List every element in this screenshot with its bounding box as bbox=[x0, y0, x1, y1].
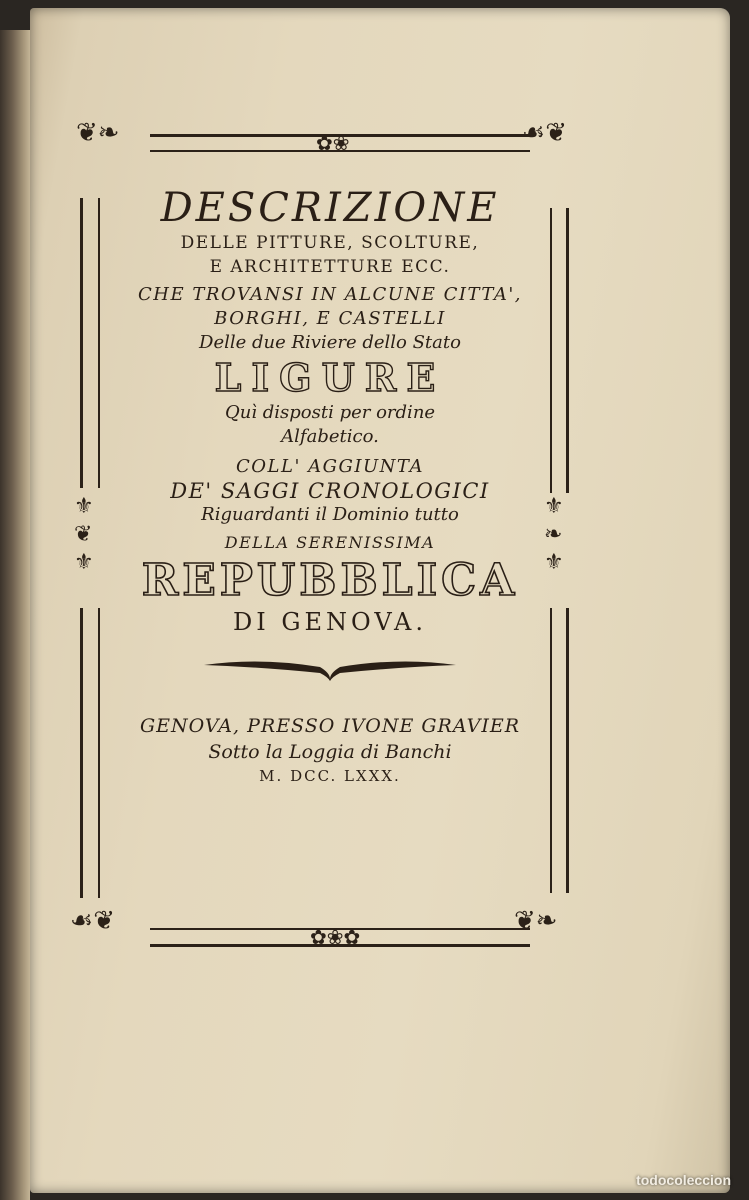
frame-right-rule-3 bbox=[550, 608, 552, 893]
frame-left-rule-1 bbox=[80, 198, 83, 488]
top-center-rosette-icon: ✿❀ bbox=[316, 131, 350, 155]
source-watermark: todocoleccion bbox=[636, 1172, 731, 1188]
corner-ornament-bottom-left-icon: ☙❦ bbox=[70, 906, 116, 936]
frame-right-rule-2 bbox=[566, 208, 569, 493]
della-line: DELLA SERENISSIMA bbox=[224, 533, 436, 552]
imprint-line-1: GENOVA, PRESSO IVONE GRAVIER bbox=[139, 715, 521, 737]
frame-left-rule-3 bbox=[80, 608, 83, 898]
frame-left-rule-4 bbox=[98, 608, 100, 898]
corner-ornament-bottom-right-icon: ❦❧ bbox=[514, 906, 558, 936]
republic-name: REPUBBLICA bbox=[141, 555, 519, 606]
frame-right-rule-1 bbox=[550, 208, 552, 493]
subtitle-line-3: CHE TROVANSI IN ALCUNE CITTA', bbox=[137, 284, 523, 305]
side-ornament-right-icon: ⚜ ❧ ⚜ bbox=[544, 494, 564, 575]
book-title: DESCRIZIONE bbox=[160, 185, 500, 231]
subtitle-line-4: BORGHI, E CASTELLI bbox=[214, 308, 446, 329]
book-spine-edge bbox=[0, 30, 30, 1200]
arrangement-line-1: Quì disposti per ordine bbox=[224, 402, 436, 423]
side-ornament-left-icon: ⚜ ❦ ⚜ bbox=[74, 494, 94, 575]
genova-line: DI GENOVA. bbox=[233, 608, 427, 636]
frame-right-rule-4 bbox=[566, 608, 569, 893]
subtitle-line-1: DELLE PITTURE, SCOLTURE, bbox=[180, 233, 480, 253]
title-text-block bbox=[115, 185, 545, 787]
publication-year: M. DCC. LXXX. bbox=[259, 767, 401, 785]
region-name: LIGURE bbox=[214, 355, 446, 400]
corner-ornament-top-right-icon: ☙❦ bbox=[522, 118, 568, 148]
subtitle-line-5: Delle due Riviere dello Stato bbox=[199, 332, 461, 353]
subtitle-line-2: E ARCHITETTURE ECC. bbox=[209, 257, 451, 277]
imprint-line-2: Sotto la Loggia di Banchi bbox=[208, 741, 452, 763]
corner-ornament-top-left-icon: ❦❧ bbox=[76, 118, 120, 148]
decorative-swash-rule bbox=[200, 655, 460, 685]
frame-left-rule-2 bbox=[98, 198, 100, 488]
arrangement-line-2: Alfabetico. bbox=[281, 426, 379, 447]
regarding-line: Riguardanti il Dominio tutto bbox=[201, 504, 459, 525]
bottom-center-rosette-icon: ✿❀✿ bbox=[310, 925, 361, 949]
essays-line: DE' SAGGI CRONOLOGICI bbox=[170, 479, 490, 503]
addition-line: COLL' AGGIUNTA bbox=[236, 456, 424, 477]
